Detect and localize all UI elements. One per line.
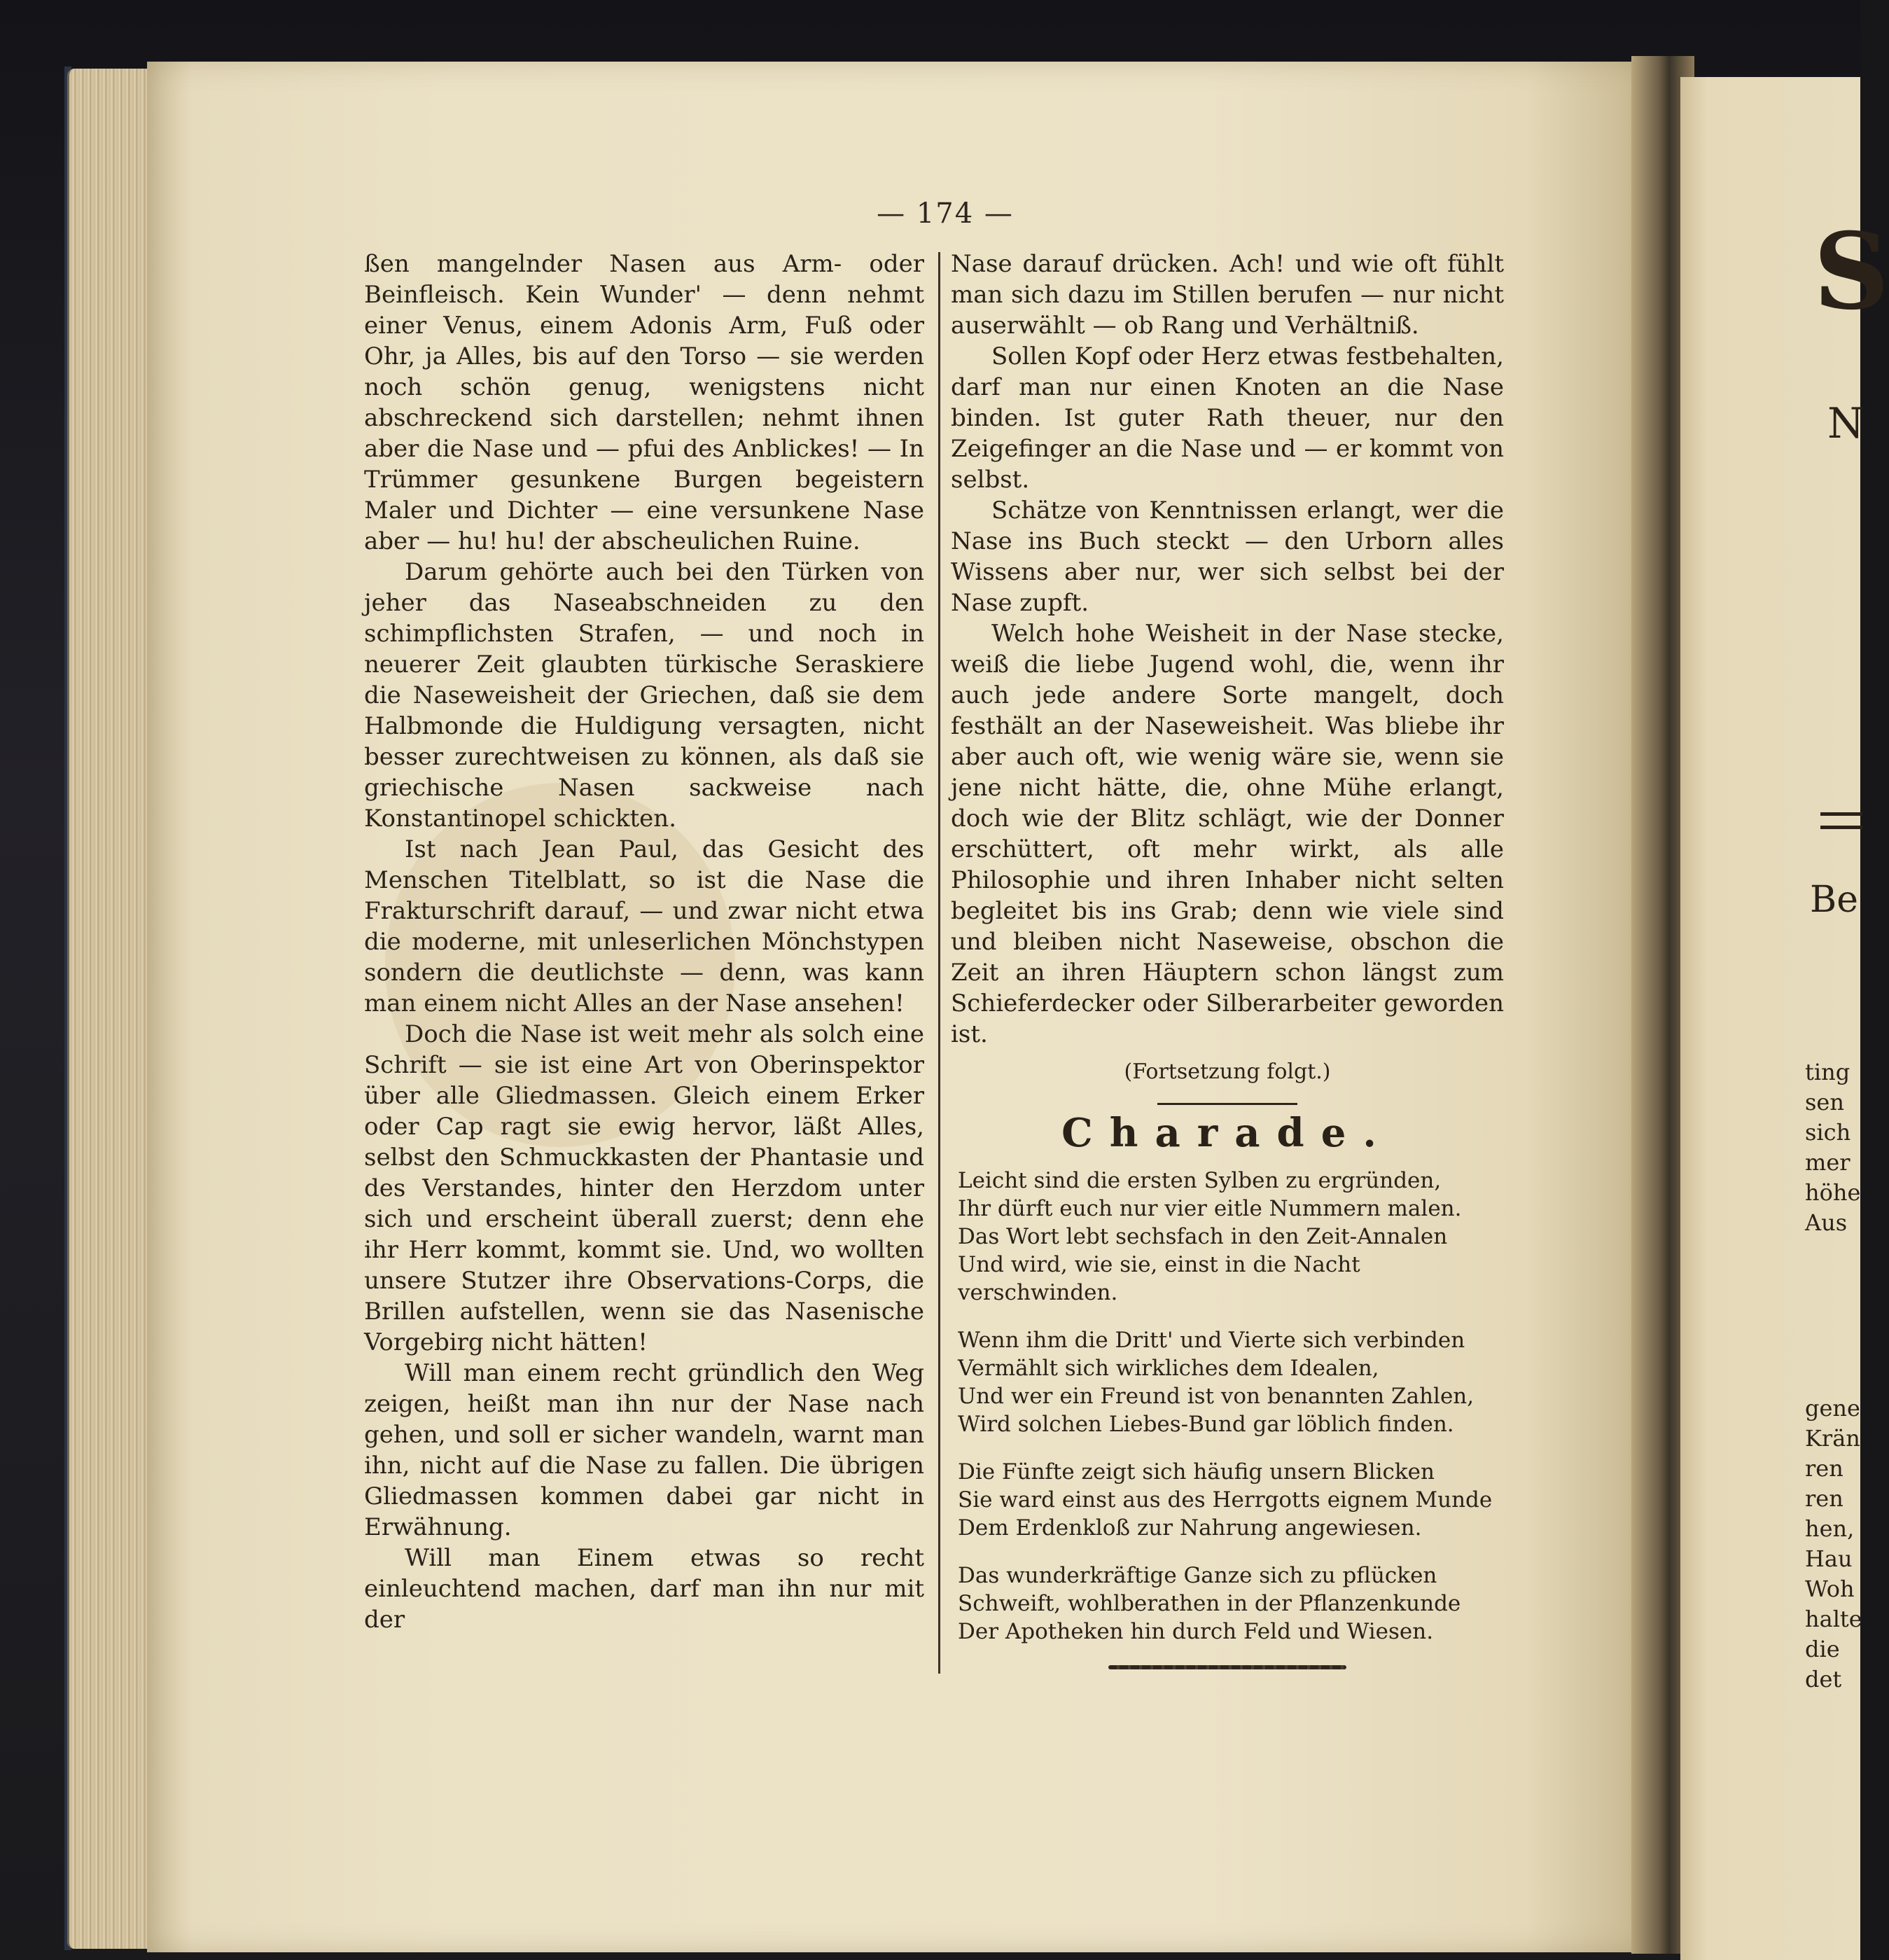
next-page-word: ren <box>1805 1485 1843 1512</box>
next-page-double-rule <box>1820 812 1862 829</box>
next-page-word: halte <box>1805 1606 1862 1632</box>
continuation-note: (Fortsetzung folgt.) <box>1124 1059 1331 1084</box>
verse-line: Und wer ein Freund ist von benannten Zahlen, <box>958 1384 1475 1409</box>
verse-line: Wenn ihm die Dritt' und Vierte sich verbinden <box>958 1328 1465 1353</box>
next-page-words-upper <box>1805 1057 1860 1238</box>
charade-stanza <box>958 1458 1504 1542</box>
charade-stanza <box>958 1167 1504 1307</box>
next-page-word: hen, <box>1805 1515 1855 1542</box>
verse-line: Ihr dürft euch nur vier eitle Nummern malen. <box>958 1196 1462 1221</box>
verse-line: Dem Erdenkloß zur Nahrung angewiesen. <box>958 1515 1422 1541</box>
verse-line: Das wunderkräftige Ganze sich zu pflücken <box>958 1563 1437 1588</box>
page-number: — 174 — <box>877 197 1014 230</box>
verse-line: Der Apotheken hin durch Feld und Wiesen. <box>958 1619 1434 1644</box>
next-page-word: ting <box>1805 1059 1850 1085</box>
paragraph: Sollen Kopf oder Herz etwas festbehalten, darf man nur einen Knoten an die Nase binden. Ist guter Rath theuer, nur den Zeigefinger an die Nase und — er kommt von selbst. <box>951 342 1504 494</box>
charade-title: Charade. <box>1061 1110 1393 1156</box>
next-page-word: Hau <box>1805 1545 1853 1572</box>
next-page-word: det <box>1805 1666 1842 1693</box>
next-page-word: Aus <box>1805 1209 1848 1236</box>
section-rule <box>1157 1103 1297 1105</box>
charade-stanza <box>958 1562 1504 1646</box>
paragraph: Welch hohe Weisheit in der Nase stecke, weiß die liebe Jugend wohl, die, wenn ihr auch jede andere Sorte mangelt, doch festhält an der Naseweisheit. Was bliebe ihr aber auch oft, wie wenig wäre sie, wenn sie jene nicht hätte, die, ohne Mühe erlangt, doch wie der Blitz schlägt, wie der Donner erschüttert, oft mehr wirkt, als alle Philosophie und ihren Inhaber nicht selten begleitet bis ins Grab; denn wie viele sind und bleiben nicht Naseweise, obschon die Zeit an ihren Häuptern schon längst zum Schieferdecker oder Silberarbeiter geworden ist. <box>951 620 1504 1048</box>
next-page-word: Woh <box>1805 1576 1855 1602</box>
paragraph: Darum gehörte auch bei den Türken von jeher das Naseabschneiden zu den schimpflichsten Strafen, — und noch in neuerer Zeit glaubten türkische Seraskiere die Naseweisheit der Griechen, daß sie dem Halbmonde die Huldigung versagten, nicht besser zurechtweisen zu können, als daß sie griechische Nasen sackweise nach Konstantinopel schickten. <box>364 558 924 833</box>
next-page-heading-fragment: Be <box>1810 879 1858 921</box>
verse-line: Wird solchen Liebes-Bund gar löblich finden. <box>958 1412 1454 1437</box>
next-page-initial: S <box>1813 210 1889 333</box>
next-page-word: Krän <box>1805 1425 1860 1452</box>
paragraph: Will man einem recht gründlich den Weg zeigen, heißt man ihn nur der Nase nach gehen, und soll er sicher wandeln, warnt man ihn, nicht auf die Nase zu fallen. Die übrigen Gliedmassen kommen dabei gar nicht in Erwähnung. <box>364 1359 924 1541</box>
paragraph: Schätze von Kenntnissen erlangt, wer die Nase ins Buch steckt — den Urborn alles Wissens aber nur, wer sich selbst bei der Nase zupft. <box>951 496 1504 617</box>
right-text-column <box>951 249 1504 1669</box>
paragraph: Nase darauf drücken. Ach! und wie oft fühlt man sich dazu im Stillen berufen — nur nicht auserwählt — ob Rang und Verhältniß. <box>951 250 1504 340</box>
left-text-column <box>364 249 924 1635</box>
verse-line: Das Wort lebt sechsfach in den Zeit-Annalen <box>958 1224 1448 1249</box>
verse-line: Und wird, wie sie, einst in die Nacht verschwinden. <box>958 1252 1360 1305</box>
verse-line: Leicht sind die ersten Sylben zu ergründen, <box>958 1168 1442 1193</box>
end-ornament-rule <box>1108 1665 1346 1669</box>
verse-line: Sie ward einst aus des Herrgotts eignem Munde <box>958 1487 1493 1513</box>
next-page-word: sich <box>1805 1119 1851 1146</box>
next-page-letter: N <box>1827 399 1864 448</box>
verse-line: Schweift, wohlberathen in der Pflanzenkunde <box>958 1591 1461 1616</box>
next-page-word: mer <box>1805 1149 1850 1176</box>
next-page-word: höhe <box>1805 1179 1861 1206</box>
paragraph: Ist nach Jean Paul, das Gesicht des Menschen Titelblatt, so ist die Nase die Frakturschrift darauf, — und zwar nicht etwa die moderne, mit unleserlichen Mönchstypen sondern die deutlichste — denn, was kann man einem nicht Alles an der Nase ansehen! <box>364 835 924 1017</box>
charade-stanza <box>958 1326 1504 1438</box>
verse-line: Die Fünfte zeigt sich häufig unsern Blicken <box>958 1459 1435 1485</box>
next-page-word: sen <box>1805 1089 1844 1115</box>
next-page-word: ren <box>1805 1455 1843 1482</box>
verse-line: Vermählt sich wirkliches dem Idealen, <box>958 1356 1379 1381</box>
next-page-words-lower <box>1805 1393 1862 1695</box>
column-divider <box>938 252 940 1674</box>
next-page-word: gene <box>1805 1395 1860 1422</box>
next-page-word: die <box>1805 1636 1840 1662</box>
paragraph: Doch die Nase ist weit mehr als solch eine Schrift — sie ist eine Art von Oberinspektor über alle Gliedmassen. Gleich einem Erker oder Cap ragt sie ewig hervor, läßt Alles, selbst den Schmuckkasten der Phantasie und des Verstandes, hinter den Herzdom unter sich und erscheint überall zuerst; denn ehe ihr Herr kommt, kommt sie. Und, wo wollten unsere Stutzer ihre Observations-Corps, die Brillen aufstellen, wenn sie das Nasenische Vorgebirg nicht hätten! <box>364 1020 924 1356</box>
paragraph: ßen mangelnder Nasen aus Arm- oder Beinfleisch. Kein Wunder' — denn nehmt einer Venus, einem Adonis Arm, Fuß oder Ohr, ja Alles, bis auf den Torso — sie werden noch schön genug, wenigstens nicht abschreckend sich darstellen; nehmt ihnen aber die Nase und — pfui des Anblickes! — In Trümmer gesunkene Burgen begeistern Maler und Dichter — eine versunkene Nase aber — hu! hu! der abscheulichen Ruine. <box>364 250 924 555</box>
paragraph: Will man Einem etwas so recht einleuchtend machen, darf man ihn nur mit der <box>364 1544 924 1634</box>
